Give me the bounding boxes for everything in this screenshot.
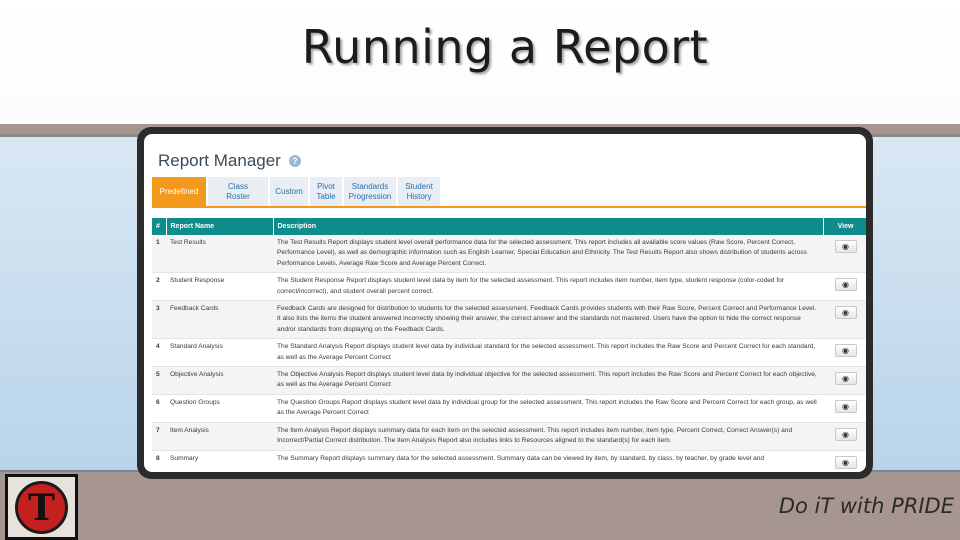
table-row — [152, 450, 866, 472]
view-cell — [824, 339, 867, 367]
report-name-link[interactable]: Standard Analysis — [166, 339, 273, 367]
report-description: The Item Analysis Report displays summary data for each item on the selected assessment. This report includes item number, item type, Percent Correct, Correct Answer(s) and Incorrect/Partial Correct distribution. The Item Analysis Report also includes links to Resources aligned to the standard(s) for each item. — [273, 422, 824, 450]
report-description: The Test Results Report displays student level overall performance data for the selected assessment. This report includes all available score values (Raw Score, Percent Correct, Performance Level), as well as demographic information such as English Learner, Special Education and Ethnicity. The Test Results Report also shows distribution of students across Performance Levels, Average Raw Score and Average Percent Correct. — [273, 235, 824, 273]
view-button[interactable] — [835, 278, 857, 291]
eye-icon: ◉ — [842, 308, 849, 318]
column-header-description: Description — [273, 218, 824, 235]
view-cell — [824, 450, 867, 472]
view-cell — [824, 367, 867, 395]
report-description: The Student Response Report displays student level data by item for the selected assessment. This report includes item number, item type, student response (color-coded for correct/incorrect), and student overall percent correct. — [273, 273, 824, 301]
screenshot-frame — [137, 127, 873, 479]
view-cell — [824, 394, 867, 422]
view-cell — [824, 273, 867, 301]
eye-icon: ◉ — [842, 429, 849, 439]
eye-icon: ◉ — [842, 401, 849, 411]
report-description: The Standard Analysis Report displays student level data by individual standard for the selected assessment. This report includes the Raw Score and Percent Correct for each standard, as well as the Average Percent Correct — [273, 339, 824, 367]
eye-icon: ◉ — [842, 457, 849, 467]
view-button[interactable] — [835, 400, 857, 413]
report-name-link[interactable]: Test Results — [166, 235, 273, 273]
row-number: 4 — [152, 339, 166, 367]
row-number: 1 — [152, 235, 166, 273]
tagline: Do iT with PRIDE — [778, 494, 954, 518]
row-number: 7 — [152, 422, 166, 450]
row-number: 3 — [152, 301, 166, 339]
table-row — [152, 235, 866, 273]
eye-icon: ◉ — [842, 242, 849, 251]
report-name-link[interactable]: Student Response — [166, 273, 273, 301]
table-row — [152, 367, 866, 395]
tab-pivot-table[interactable]: Pivot Table — [310, 177, 342, 206]
report-description: The Objective Analysis Report displays student level data by individual objective for the selected assessment. This report includes the Raw Score and Percent Correct for each objective, as well as the Average Percent Correct — [273, 367, 824, 395]
view-cell — [824, 301, 867, 339]
report-description: The Summary Report displays summary data for the selected assessment. Summary data can be viewed by item, by standard, by class, by teacher, by grade level and — [273, 450, 824, 472]
report-name-link[interactable]: Item Analysis — [166, 422, 273, 450]
view-button[interactable] — [835, 456, 857, 469]
table-row — [152, 394, 866, 422]
help-icon[interactable]: ? — [289, 155, 301, 167]
column-header-num: # — [152, 218, 166, 235]
view-button[interactable] — [835, 428, 857, 441]
report-manager-screen — [144, 134, 866, 472]
row-number: 8 — [152, 450, 166, 472]
table-row — [152, 273, 866, 301]
view-button[interactable] — [835, 306, 857, 319]
report-name-link[interactable]: Feedback Cards — [166, 301, 273, 339]
view-button[interactable] — [835, 240, 857, 253]
column-header-view: View — [824, 218, 867, 235]
report-description: The Question Groups Report displays student level data by individual group for the selected assessment. This report includes the Raw Score and Percent Correct for each group, as well as the Average Percent Correct — [273, 394, 824, 422]
table-header-row — [152, 218, 866, 235]
report-tabs — [152, 177, 866, 208]
row-number: 5 — [152, 367, 166, 395]
eye-icon: ◉ — [842, 346, 849, 356]
tab-student-history[interactable]: Student History — [398, 177, 440, 206]
column-header-report-name[interactable]: Report Name — [166, 218, 273, 235]
view-button[interactable] — [835, 344, 857, 357]
eye-icon: ◉ — [842, 280, 849, 290]
row-number: 2 — [152, 273, 166, 301]
report-manager-header — [144, 134, 866, 176]
tab-custom[interactable]: Custom — [270, 177, 308, 206]
report-description: Feedback Cards are designed for distribution to students for the selected assessment. Feedback Cards provides students with their Raw Score, Percent Correct and Performance Level. It also lists the items the student answered incorrectly showing their answer, the correct answer and the standards not mastered. Users have the option to hide the correct response and/or standards from displaying on the Feedback Cards. — [273, 301, 824, 339]
report-name-link[interactable]: Objective Analysis — [166, 367, 273, 395]
report-name-link[interactable]: Question Groups — [166, 394, 273, 422]
tab-standards-progression[interactable]: Standards Progression — [344, 177, 396, 206]
table-row — [152, 301, 866, 339]
view-cell — [824, 235, 867, 273]
table-row — [152, 422, 866, 450]
logo-letter: T — [28, 487, 55, 529]
school-logo — [5, 474, 78, 540]
row-number: 6 — [152, 394, 166, 422]
logo-circle — [15, 481, 68, 534]
report-name-link[interactable]: Summary — [166, 450, 273, 472]
eye-icon: ◉ — [842, 374, 849, 384]
view-button[interactable] — [835, 372, 857, 385]
table-row — [152, 339, 866, 367]
tab-class-roster[interactable]: Class Roster — [208, 177, 268, 206]
page-title: Report Manager — [158, 151, 281, 170]
report-table — [152, 218, 866, 472]
view-cell — [824, 422, 867, 450]
slide-title: Running a Report — [301, 20, 709, 74]
tab-predefined[interactable]: Predefined — [152, 177, 206, 206]
